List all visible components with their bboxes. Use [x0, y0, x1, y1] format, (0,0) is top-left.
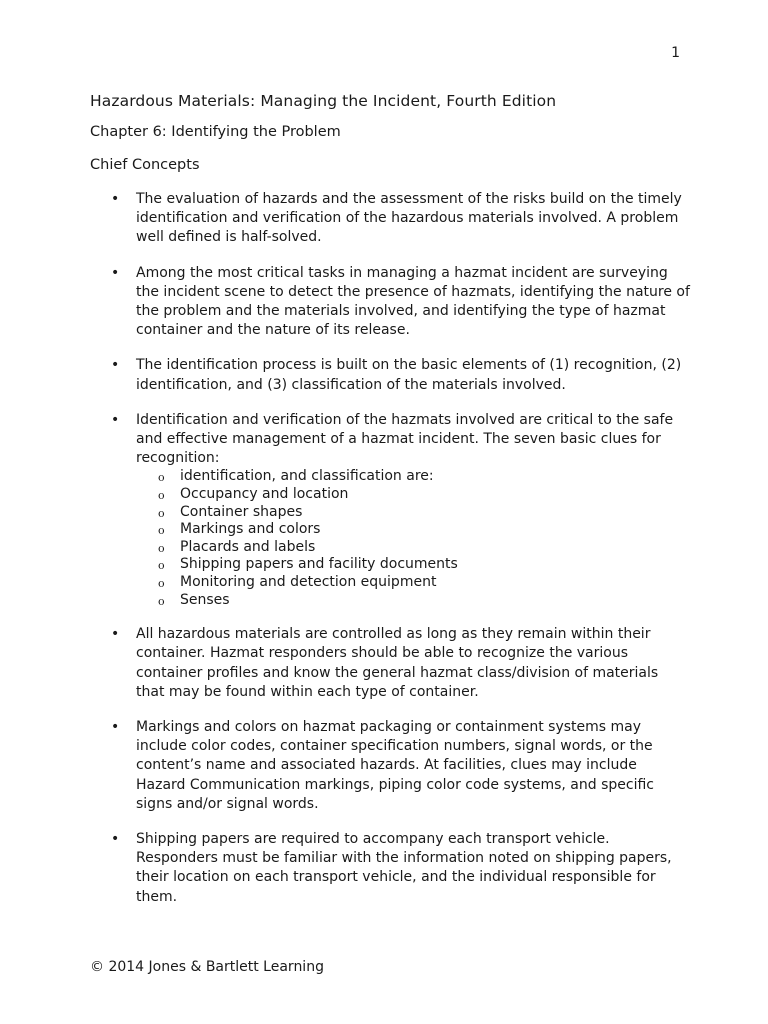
sub-list-item-text: Monitoring and detection equipment — [180, 574, 437, 590]
sub-list-item — [136, 468, 690, 486]
sub-list-item-text: Placards and labels — [180, 538, 316, 555]
circle-bullet-icon: o — [158, 559, 165, 573]
list-item-text: The evaluation of hazards and the assessment of the risks build on the timely identification and verification of the hazardous materials involved. A problem well defined is half-solved. — [136, 191, 682, 246]
list-item — [90, 830, 690, 907]
sub-list-item-text: Shipping papers and facility documents — [180, 556, 458, 573]
circle-bullet-icon: o — [158, 541, 165, 555]
list-item-text: Shipping papers are required to accompany each transport vehicle. Responders must be familiar with the information noted on shipping papers, their location on each transport vehicle, and the individual responsible for them. — [136, 831, 672, 905]
bullet-icon: • — [111, 626, 120, 643]
section-title: Chief Concepts — [90, 157, 200, 173]
list-item — [90, 190, 690, 248]
list-item — [90, 264, 690, 341]
list-item — [90, 411, 690, 609]
list-item-text: Among the most critical tasks in managing a hazmat incident are surveying the incident scene to detect the presence of hazmats, identifying the nature of the problem and the materials involved, and identifying the type of hazmat container and the nature of its release. — [136, 264, 690, 339]
sub-list-item — [136, 521, 690, 539]
sub-list-item-text: Container shapes — [180, 503, 303, 520]
sub-list-item-text: identification, and classification are: — [180, 468, 434, 485]
circle-bullet-icon: o — [158, 506, 165, 520]
sub-list-item-text: Markings and colors — [180, 521, 321, 538]
list-item — [90, 625, 690, 702]
sub-list-item — [136, 504, 690, 522]
bullet-icon: • — [111, 719, 120, 735]
book-title: Hazardous Materials: Managing the Incident, Fourth Edition — [90, 92, 557, 110]
list-item-text: The identification process is built on the basic elements of (1) recognition, (2) identification, and (3) classification of the materials involved. — [136, 357, 682, 393]
list-item-text: Identification and verification of the hazmats involved are critical to the safe and effective management of a hazmat incident. The seven basic clues for recognition: — [136, 411, 674, 467]
sub-list-item-text: Occupancy and location — [180, 486, 349, 503]
circle-bullet-icon: o — [158, 577, 165, 590]
sub-list-item — [136, 539, 690, 557]
bullet-icon: • — [111, 191, 120, 207]
bullet-icon: • — [111, 411, 120, 428]
sub-list-item — [136, 592, 690, 610]
sub-list-item — [136, 486, 690, 504]
bullet-icon: • — [111, 831, 120, 848]
sub-list-item-text: Senses — [180, 591, 230, 608]
circle-bullet-icon: o — [158, 489, 165, 503]
list-item — [90, 356, 690, 394]
list-item — [90, 718, 690, 814]
sub-list-item — [136, 556, 690, 574]
bullet-icon: • — [111, 264, 120, 281]
list-item-text: All hazardous materials are controlled as long as they remain within their container. Hazmat responders should be able to recognize the various container profiles and know the general hazmat class/division of materials that may be found within each type of container. — [136, 626, 659, 700]
list-item-text: Markings and colors on hazmat packaging or containment systems may include color codes, container specification numbers, signal words, or the content’s name and associated hazards. At facilities, clues may include Hazard Communication markings, piping color code systems, and specific signs and/or signal words. — [136, 719, 654, 812]
circle-bullet-icon: o — [158, 594, 165, 608]
circle-bullet-icon: o — [158, 471, 165, 485]
recognition-clues-list — [136, 468, 690, 609]
bullet-icon: • — [111, 357, 120, 374]
page-number: 1 — [671, 45, 680, 61]
chief-concepts-list — [90, 190, 690, 923]
sub-list-item — [136, 574, 690, 592]
copyright-footer: © 2014 Jones & Bartlett Learning — [90, 959, 324, 975]
circle-bullet-icon: o — [158, 524, 165, 538]
chapter-title: Chapter 6: Identifying the Problem — [90, 124, 341, 140]
